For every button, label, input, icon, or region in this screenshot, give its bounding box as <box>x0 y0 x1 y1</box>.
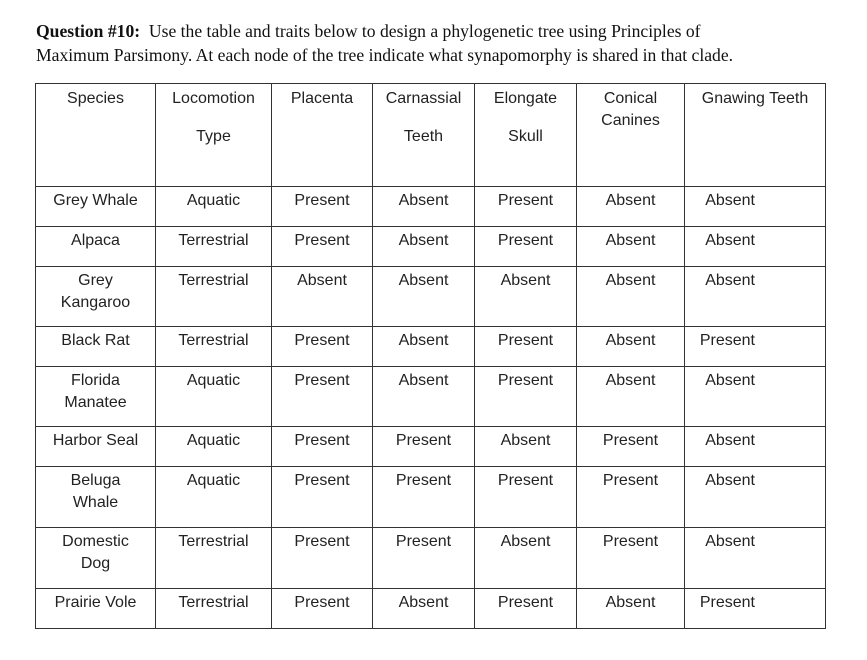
table-row <box>36 327 826 367</box>
conical-cell: Present <box>577 467 685 528</box>
header-locomotion-type: Locomotion Type <box>156 84 272 187</box>
elongate-cell: Present <box>475 467 577 528</box>
carnassial-cell: Absent <box>373 327 475 367</box>
locomotion-cell: Terrestrial <box>156 589 272 629</box>
placenta-cell: Present <box>272 427 373 467</box>
table-header-row <box>36 84 826 187</box>
carnassial-cell: Present <box>373 528 475 589</box>
elongate-cell: Present <box>475 327 577 367</box>
gnawing-cell: Present <box>685 327 826 367</box>
species-cell: Florida Manatee <box>36 367 156 427</box>
carnassial-cell: Absent <box>373 187 475 227</box>
gnawing-cell: Absent <box>685 227 826 267</box>
placenta-cell: Present <box>272 227 373 267</box>
table-row <box>36 528 826 589</box>
traits-table <box>35 83 826 629</box>
species-cell: Beluga Whale <box>36 467 156 528</box>
conical-cell: Absent <box>577 589 685 629</box>
header-species: Species <box>36 84 156 187</box>
gnawing-cell: Absent <box>685 528 826 589</box>
carnassial-cell: Present <box>373 467 475 528</box>
locomotion-cell: Terrestrial <box>156 227 272 267</box>
carnassial-cell: Absent <box>373 227 475 267</box>
gnawing-cell: Absent <box>685 367 826 427</box>
table-row <box>36 267 826 327</box>
elongate-cell: Present <box>475 367 577 427</box>
locomotion-cell: Terrestrial <box>156 528 272 589</box>
elongate-cell: Present <box>475 227 577 267</box>
question-prompt <box>36 19 856 67</box>
conical-cell: Present <box>577 528 685 589</box>
table-row <box>36 589 826 629</box>
locomotion-cell: Aquatic <box>156 187 272 227</box>
species-cell: Grey Whale <box>36 187 156 227</box>
locomotion-cell: Aquatic <box>156 367 272 427</box>
locomotion-cell: Aquatic <box>156 467 272 528</box>
locomotion-cell: Terrestrial <box>156 267 272 327</box>
header-gnawing-teeth: Gnawing Teeth <box>685 84 826 187</box>
table-row <box>36 467 826 528</box>
carnassial-cell: Absent <box>373 589 475 629</box>
conical-cell: Absent <box>577 227 685 267</box>
elongate-cell: Present <box>475 589 577 629</box>
carnassial-cell: Present <box>373 427 475 467</box>
question-line-2: Maximum Parsimony. At each node of the tree indicate what synapomorphy is shared in that clade. <box>36 45 734 65</box>
carnassial-cell: Absent <box>373 367 475 427</box>
question-line-1 <box>36 19 856 43</box>
question-number: Question #10: <box>36 21 141 41</box>
carnassial-cell: Absent <box>373 267 475 327</box>
elongate-cell: Absent <box>475 267 577 327</box>
table-row <box>36 427 826 467</box>
conical-cell: Absent <box>577 187 685 227</box>
gnawing-cell: Absent <box>685 467 826 528</box>
locomotion-cell: Terrestrial <box>156 327 272 367</box>
placenta-cell: Present <box>272 589 373 629</box>
header-carnassial-teeth: Carnassial Teeth <box>373 84 475 187</box>
conical-cell: Absent <box>577 267 685 327</box>
placenta-cell: Present <box>272 467 373 528</box>
species-cell: Black Rat <box>36 327 156 367</box>
header-conical-canines: Conical Canines <box>577 84 685 187</box>
gnawing-cell: Absent <box>685 187 826 227</box>
species-cell: Harbor Seal <box>36 427 156 467</box>
locomotion-cell: Aquatic <box>156 427 272 467</box>
gnawing-cell: Absent <box>685 267 826 327</box>
header-elongate-skull: Elongate Skull <box>475 84 577 187</box>
elongate-cell: Absent <box>475 528 577 589</box>
species-cell: Alpaca <box>36 227 156 267</box>
placenta-cell: Present <box>272 327 373 367</box>
gnawing-cell: Present <box>685 589 826 629</box>
placenta-cell: Absent <box>272 267 373 327</box>
conical-cell: Present <box>577 427 685 467</box>
elongate-cell: Absent <box>475 427 577 467</box>
table-row <box>36 187 826 227</box>
species-cell: Domestic Dog <box>36 528 156 589</box>
gnawing-cell: Absent <box>685 427 826 467</box>
species-cell: Prairie Vole <box>36 589 156 629</box>
table-row <box>36 367 826 427</box>
elongate-cell: Present <box>475 187 577 227</box>
placenta-cell: Present <box>272 367 373 427</box>
question-text-1: Use the table and traits below to design a phylogenetic tree using Principles of <box>148 21 701 41</box>
placenta-cell: Present <box>272 528 373 589</box>
table-row <box>36 227 826 267</box>
species-cell: Grey Kangaroo <box>36 267 156 327</box>
placenta-cell: Present <box>272 187 373 227</box>
conical-cell: Absent <box>577 367 685 427</box>
conical-cell: Absent <box>577 327 685 367</box>
header-placenta: Placenta <box>272 84 373 187</box>
